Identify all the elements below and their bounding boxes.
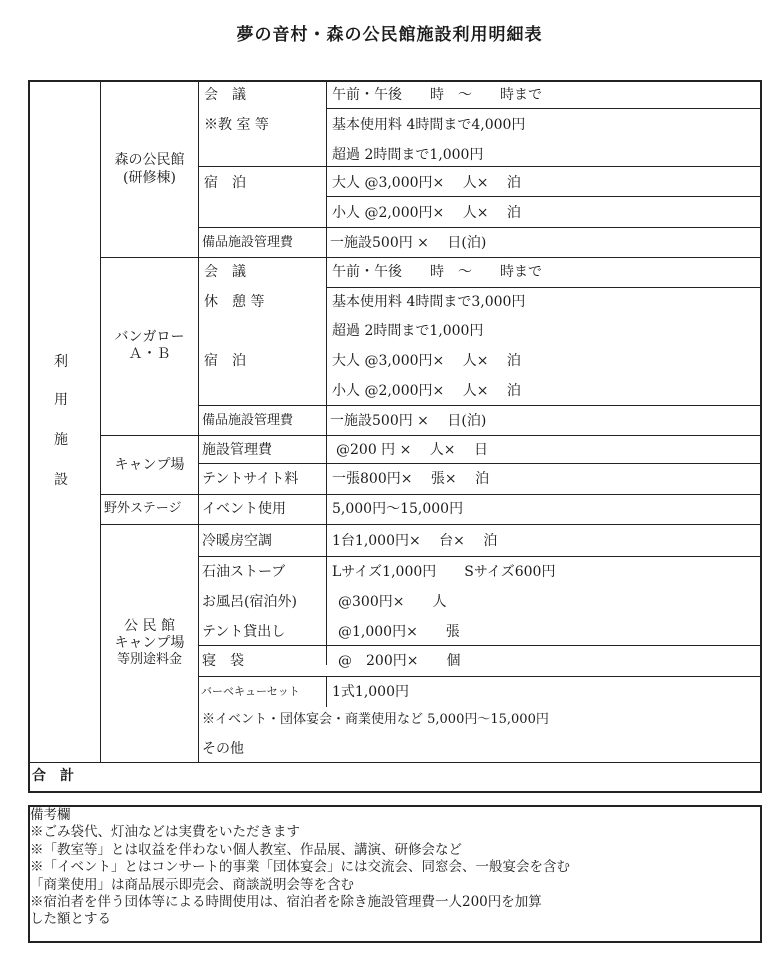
divider	[198, 676, 761, 677]
row-value: 一施設500円 × 日(泊)	[330, 235, 487, 251]
row-value: 一施設500円 × 日(泊)	[330, 413, 487, 429]
facility-name: 森の公民館	[114, 152, 185, 168]
row-label: お風呂(宿泊外)	[202, 594, 297, 610]
row-value: 基本使用料 4時間まで3,000円	[332, 294, 526, 310]
facility-name: 等別途料金	[116, 652, 182, 667]
row-label: 寝 袋	[202, 653, 244, 669]
row-label: テント貸出し	[202, 624, 286, 640]
divider	[198, 463, 761, 464]
note-line: ※「教室等」とは収益を伴わない個人教室、作品展、講演、研修会など	[30, 841, 462, 858]
main-label-char: 施	[54, 432, 68, 448]
row-label: ※教 室 等	[204, 117, 269, 133]
row-value: @200 円 × 人× 日	[336, 442, 488, 458]
facility-name: 公 民 館	[124, 618, 175, 634]
row-label: 冷暖房空調	[202, 533, 272, 549]
row-value: 大人 @3,000円× 人× 泊	[332, 175, 521, 191]
divider	[100, 435, 761, 436]
row-value: 大人 @3,000円× 人× 泊	[332, 353, 521, 369]
row-value: Lサイズ1,000円 Sサイズ600円	[332, 564, 556, 580]
row-label: 備品施設管理費	[202, 413, 294, 428]
divider	[198, 556, 761, 557]
row-value: 超過 2時間まで1,000円	[332, 323, 484, 339]
note-line: した額とする	[30, 911, 111, 928]
row-value: 小人 @2,000円× 人× 泊	[332, 383, 521, 399]
row-value: 1台1,000円× 台× 泊	[332, 533, 498, 549]
facility-name: 野外ステージ	[104, 501, 182, 516]
divider	[326, 287, 761, 288]
notes-section	[30, 807, 760, 929]
row-label: バーベキューセット	[201, 685, 300, 698]
row-value: 小人 @2,000円× 人× 泊	[332, 205, 521, 221]
table-border-left	[28, 80, 30, 793]
table-border-bottom	[28, 791, 762, 793]
row-label: 休 憩 等	[204, 294, 265, 310]
page-title: 夢の音村・森の公民館施設利用明細表	[236, 25, 543, 45]
row-label: テントサイト料	[202, 471, 299, 487]
table-border-right	[760, 80, 762, 793]
row-label: 備品施設管理費	[202, 235, 294, 250]
row-label: その他	[202, 741, 244, 757]
row-value: 5,000円～15,000円	[332, 501, 464, 517]
row-value: 超過 2時間まで1,000円	[332, 147, 484, 163]
divider	[198, 80, 199, 762]
main-label-char: 用	[54, 392, 68, 408]
row-value: 午前・午後 時 ～ 時まで	[332, 87, 542, 103]
row-value: @1,000円× 張	[338, 624, 460, 640]
row-label: 宿 泊	[204, 353, 246, 369]
divider	[198, 227, 761, 228]
note-line: ※宿泊者を伴う団体等による時間使用は、宿泊者を除き施設管理費一人200円を加算	[30, 894, 542, 911]
row-note: ※イベント・団体宴会・商業使用など 5,000円～15,000円	[202, 712, 549, 727]
divider	[100, 524, 761, 525]
row-value: 基本使用料 4時間まで4,000円	[332, 117, 526, 133]
divider	[326, 80, 327, 665]
notes-border-bottom	[28, 941, 762, 943]
row-label: 施設管理費	[202, 442, 272, 458]
row-label: 会 議	[204, 87, 246, 103]
row-value: 午前・午後 時 ～ 時まで	[332, 264, 542, 280]
row-label: イベント使用	[202, 501, 286, 517]
facility-name: キャンプ場	[114, 457, 185, 473]
main-label-char: 設	[54, 472, 68, 488]
row-value: 1式1,000円	[332, 684, 409, 700]
divider	[198, 166, 761, 167]
notes-border-right	[760, 805, 762, 943]
divider	[326, 108, 761, 109]
note-line: ※ごみ袋代、灯油などは実費をいただきます	[30, 824, 300, 841]
facility-name: Ａ・Ｂ	[128, 346, 171, 362]
row-label: 宿 泊	[204, 175, 246, 191]
notes-heading: 備考欄	[30, 807, 71, 823]
row-value: @300円× 人	[338, 594, 447, 610]
row-value: 一張800円× 張× 泊	[332, 471, 490, 487]
divider	[326, 677, 327, 707]
divider	[198, 645, 761, 646]
row-label: 石油ストーブ	[202, 564, 286, 580]
main-label-char: 利	[54, 354, 68, 370]
facility-name: バンガロー	[114, 329, 185, 345]
table-border-top	[28, 80, 762, 82]
total-label: 合 計	[32, 768, 74, 784]
divider	[198, 405, 761, 406]
facility-name: (研修棟)	[123, 170, 176, 186]
divider	[100, 494, 761, 495]
facility-name: キャンプ場	[114, 635, 185, 651]
divider	[326, 196, 761, 197]
note-line: ※「イベント」とはコンサート的事業「団体宴会」には交流会、同窓会、一般宴会を含む	[30, 859, 570, 876]
divider	[100, 257, 761, 258]
note-line: 「商業使用」は商品展示即売会、商談説明会等を含む	[30, 876, 354, 893]
row-label: 会 議	[204, 264, 246, 280]
row-value: @ 200円× 個	[338, 653, 461, 669]
divider	[28, 762, 762, 763]
